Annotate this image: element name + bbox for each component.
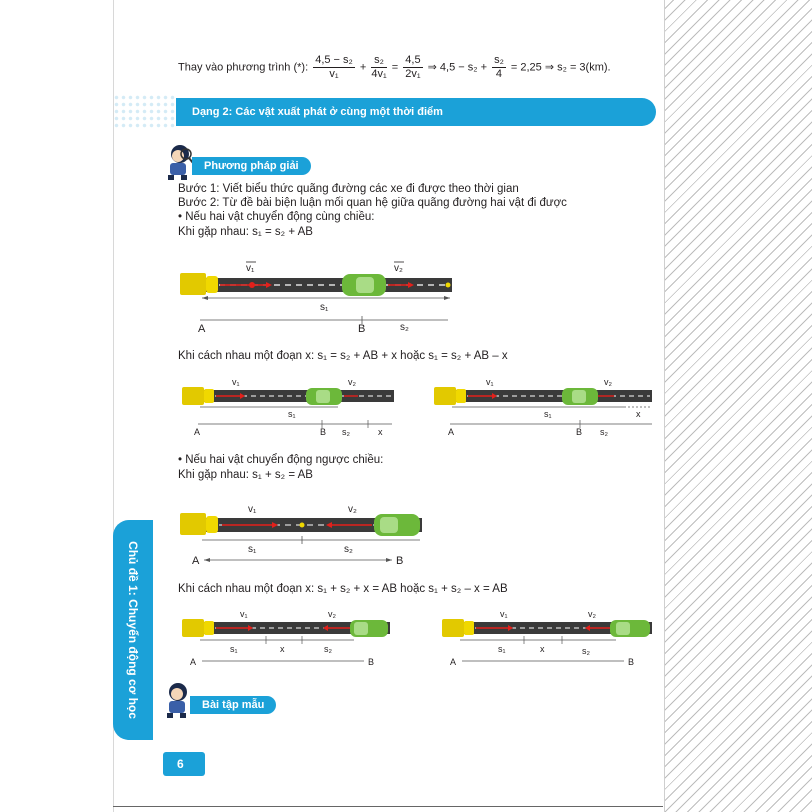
fraction-4: $\frac{\text{s₂}}{4}$ (494, 54, 504, 80)
method-heading: Phương pháp giải (192, 157, 311, 175)
svg-text:s₂: s₂ (600, 427, 608, 437)
svg-text:v₂: v₂ (604, 377, 612, 387)
svg-text:x: x (280, 644, 285, 654)
svg-text:B: B (368, 657, 375, 667)
svg-text:v₁: v₁ (240, 609, 248, 619)
svg-text:B: B (628, 657, 635, 667)
svg-text:x: x (378, 427, 383, 437)
truck-icon (182, 387, 214, 405)
diagram-same-gap-minus (430, 376, 656, 438)
svg-text:v₂: v₂ (348, 504, 357, 515)
svg-text:s₂: s₂ (344, 544, 353, 555)
car-icon (374, 514, 420, 536)
svg-text:v₂: v₂ (348, 377, 356, 387)
section-title: Dạng 2: Các vật xuất phát ở cùng một thời điểm (192, 106, 443, 118)
svg-text:s₂: s₂ (342, 427, 350, 437)
s2-label: s₂ (400, 322, 409, 333)
svg-text:s₁: s₁ (498, 644, 506, 654)
bottom-rule (113, 806, 663, 807)
meet-opposite-direction: Khi gặp nhau: s₁ + s₂ = AB (178, 469, 313, 481)
example-heading: Bài tập mẫu (190, 696, 276, 714)
svg-text:s₁: s₁ (544, 409, 552, 419)
svg-text:B: B (320, 427, 327, 437)
diagram-opposite-meet (176, 500, 426, 570)
svg-text:s₂: s₂ (582, 646, 590, 656)
svg-text:x: x (636, 409, 641, 419)
fraction-2: $\frac{\text{s₂}}{\text{4v₁}}$ (371, 54, 387, 80)
svg-text:A: A (450, 657, 457, 667)
svg-text:A: A (448, 427, 455, 437)
svg-text:s₁: s₁ (230, 644, 238, 654)
truck-icon (180, 273, 218, 295)
truck-icon (182, 619, 214, 637)
svg-text:A: A (192, 555, 200, 567)
truck-icon (442, 619, 474, 637)
svg-text:x: x (540, 644, 545, 654)
car-icon (306, 388, 342, 405)
v2-label: v₂ (394, 263, 403, 274)
mascot-icon (160, 142, 196, 182)
svg-text:s₁: s₁ (248, 544, 257, 555)
diagram-opposite-gap-minus (438, 608, 656, 670)
svg-text:v₂: v₂ (328, 609, 336, 619)
fraction-3: $\frac{4,5}{\text{2v₁}}$ (405, 54, 421, 80)
car-icon (342, 274, 386, 296)
v1-label: v₁ (246, 263, 255, 274)
gap-same-direction: Khi cách nhau một đoạn x: s₁ = s₂ + AB + x hoặc s₁ = s₂ + AB – x (178, 350, 508, 362)
formula-prefix: Thay vào phương trình (*): (178, 61, 309, 74)
svg-text:v₂: v₂ (588, 609, 596, 619)
section-banner (176, 98, 656, 126)
svg-text:s₁: s₁ (288, 409, 296, 419)
meet-point-dot (446, 283, 451, 288)
page-edge-hatch (663, 0, 812, 812)
point-b-label: B (358, 323, 366, 335)
diagram-same-gap-plus (178, 376, 398, 438)
page-number: 6 (163, 752, 205, 776)
svg-text:A: A (190, 657, 197, 667)
car-icon (562, 388, 598, 405)
svg-text:v₁: v₁ (232, 377, 240, 387)
svg-text:B: B (396, 555, 404, 567)
formula-line: Thay vào phương trình (*): $\frac{\text{4,5 − s₂}}{\text{v₁}}$ + $\frac{\text{s₂}}{\text{4v₁}}$ = $\frac{4,5}{\text{2v₁}}$ ⇒ 4,5 − s₂ + $\frac{\text{s₂}}{4}$ = 2,25 ⇒ s₂ = 3(km). (178, 54, 611, 80)
point-a-label: A (198, 323, 206, 335)
truck-icon (180, 513, 218, 535)
truck-icon (434, 387, 466, 405)
chapter-label: Chủ đề 1: Chuyển động cơ học (126, 541, 140, 719)
svg-text:v₁: v₁ (248, 504, 257, 515)
opposite-direction-heading: • Nếu hai vật chuyển động ngược chiều: (178, 454, 384, 466)
gap-opposite-direction: Khi cách nhau một đoạn x: s₁ + s₂ + x = AB hoặc s₁ + s₂ – x = AB (178, 583, 508, 595)
car-icon (610, 620, 650, 637)
svg-text:s₂: s₂ (324, 644, 332, 654)
same-direction-heading: • Nếu hai vật chuyển động cùng chiều: (178, 211, 375, 223)
step-1: Bước 1: Viết biểu thức quãng đường các xe đi được theo thời gian (178, 183, 519, 195)
s1-label: s₁ (320, 302, 329, 313)
fraction-1: $\frac{\text{4,5 − s₂}}{\text{v₁}}$ (315, 54, 353, 80)
step-2: Bước 2: Từ đề bài biện luận mối quan hệ giữa quãng đường hai vật đi được (178, 197, 567, 209)
diagram-same-meet (176, 258, 466, 338)
meet-same-direction: Khi gặp nhau: s₁ = s₂ + AB (178, 226, 313, 238)
car-icon (350, 620, 388, 637)
banner-pattern (113, 94, 176, 130)
svg-text:v₁: v₁ (500, 609, 508, 619)
svg-text:A: A (194, 427, 201, 437)
diagram-opposite-gap-plus (178, 608, 394, 670)
svg-text:v₁: v₁ (486, 377, 494, 387)
chapter-side-tab (113, 520, 153, 740)
svg-text:B: B (576, 427, 583, 437)
meet-point-dot (300, 523, 305, 528)
mascot-icon (160, 680, 194, 720)
